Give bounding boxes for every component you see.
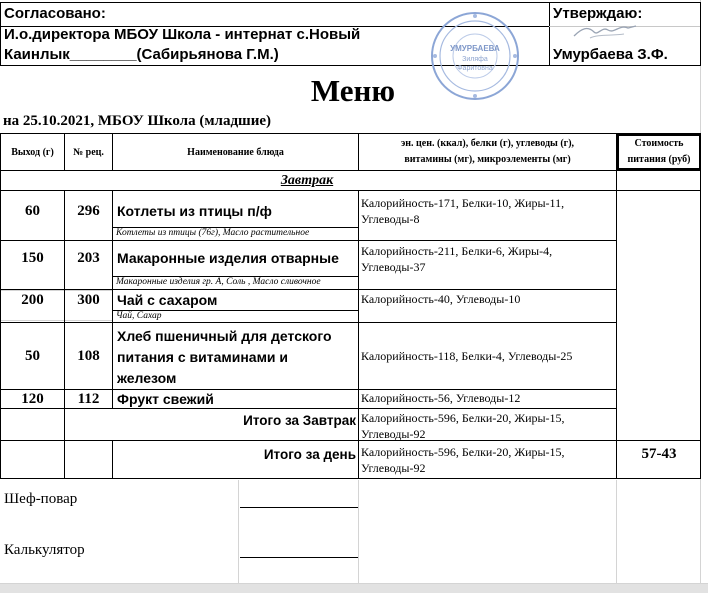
title-top-border (0, 65, 700, 66)
total-day-nutrition-l1: Калорийность-596, Белки-20, Жиры-15, (361, 445, 565, 459)
total-breakfast-nutrition-l1: Калорийность-596, Белки-20, Жиры-15, (361, 411, 565, 425)
item-nutrition-l1: Калорийность-40, Углеводы-10 (361, 292, 521, 306)
header-cost-l2: питания (руб) (627, 154, 691, 165)
approval-right-name: Умурбаева З.Ф. (553, 46, 668, 63)
item-yield: 50 (25, 348, 40, 364)
item-composition: Чай, Сахар (116, 311, 162, 321)
item-yield: 200 (21, 292, 44, 308)
approval-right-title: Утверждаю: (553, 5, 643, 22)
item1-bottom (0, 240, 616, 241)
item2-bottom (0, 289, 616, 290)
signature-icon (568, 20, 640, 42)
item-name: Фрукт свежий (117, 391, 214, 407)
item-name: Чай с сахаром (117, 292, 218, 308)
header-cost-l1: Стоимость (634, 138, 684, 149)
page-title: Меню (310, 73, 396, 108)
item-composition: Котлеты из птицы (76г), Масло растительное (116, 228, 310, 238)
item5-bottom (0, 408, 616, 409)
header-nutrition-l1: эн. цен. (ккал), белки (г), углеводы (г), (400, 138, 575, 149)
total-day-label: Итого за день (263, 447, 356, 462)
item-name: Макаронные изделия отварные (117, 250, 339, 266)
total-day-nutrition-l2: Углеводы-92 (361, 461, 426, 475)
col-yield-t (64, 440, 65, 478)
item-nutrition-l1: Калорийность-171, Белки-10, Жиры-11, (361, 196, 565, 210)
item-recipe: 296 (77, 203, 100, 219)
item-recipe: 300 (77, 292, 100, 308)
col-dish (358, 190, 359, 478)
header-recipe: № рец. (73, 147, 104, 158)
left-border-top (0, 2, 1, 66)
header-yield: Выход (г) (11, 147, 54, 158)
item-nutrition-l2: Углеводы-8 (361, 212, 420, 226)
header-nutrition-l2: витамины (мг), микроэлементы (мг) (404, 154, 571, 165)
item-yield: 60 (25, 203, 40, 219)
item-name-l1: Хлеб пшеничный для детского (117, 328, 332, 344)
section-bottom (0, 190, 701, 191)
calculator-label: Калькулятор (4, 542, 85, 558)
item-name-l2: питания с витаминами и (117, 349, 289, 365)
header-dish: Наименование блюда (187, 147, 284, 158)
horizontal-scrollbar[interactable] (0, 584, 708, 593)
item-nutrition-l1: Калорийность-118, Белки-4, Углеводы-25 (361, 349, 573, 363)
table-top (0, 133, 701, 134)
stamp-text-top: УМУРБАЕВА (450, 44, 500, 53)
item-name: Котлеты из птицы п/ф (117, 203, 272, 219)
col-right (700, 133, 701, 479)
right-border-top (700, 2, 701, 66)
breakfast-total-bottom (0, 440, 701, 441)
item-nutrition-l1: Калорийность-211, Белки-6, Жиры-4, (361, 244, 553, 258)
item-nutrition-l2: Углеводы-37 (361, 260, 426, 274)
header-bottom (0, 170, 701, 171)
item-composition: Макаронные изделия гр. А, Соль , Масло сливочное (116, 277, 321, 287)
section-title: Завтрак (280, 173, 334, 188)
top-border (0, 2, 700, 3)
item-recipe: 108 (77, 348, 100, 364)
col-nut (616, 133, 617, 479)
item-recipe: 112 (77, 391, 100, 407)
col-recipe (112, 190, 113, 408)
approval-left-line2: Каинлык________(Сабирьянова Г.М.) (4, 46, 279, 63)
total-day-cost: 57-43 (641, 446, 677, 462)
chef-signature-line (240, 507, 358, 508)
item-recipe: 203 (77, 250, 100, 266)
stamp-text-mid: Зиляфа (462, 56, 488, 63)
menu-subtitle: на 25.10.2021, МБОУ Школа (младшие) (3, 113, 272, 129)
approval-left-title: Согласовано: (4, 5, 106, 22)
item-yield: 120 (21, 391, 44, 407)
total-breakfast-nutrition-l2: Углеводы-92 (361, 427, 426, 441)
total-breakfast-label: Итого за Завтрак (243, 413, 356, 428)
approval-divider (549, 2, 550, 66)
item-name-l3: железом (117, 370, 177, 386)
item4-bottom (0, 389, 616, 390)
item-yield: 150 (21, 250, 44, 266)
day-total-bottom (0, 478, 701, 479)
stamp-text-bot: Фаритовна (457, 65, 493, 72)
approval-left-line1: И.о.директора МБОУ Школа - интернат с.Новый (4, 26, 361, 43)
item3-bottom (0, 322, 616, 323)
calculator-signature-line (240, 557, 358, 558)
chef-label: Шеф-повар (4, 491, 78, 507)
item-nutrition-l1: Калорийность-56, Углеводы-12 (361, 391, 521, 405)
